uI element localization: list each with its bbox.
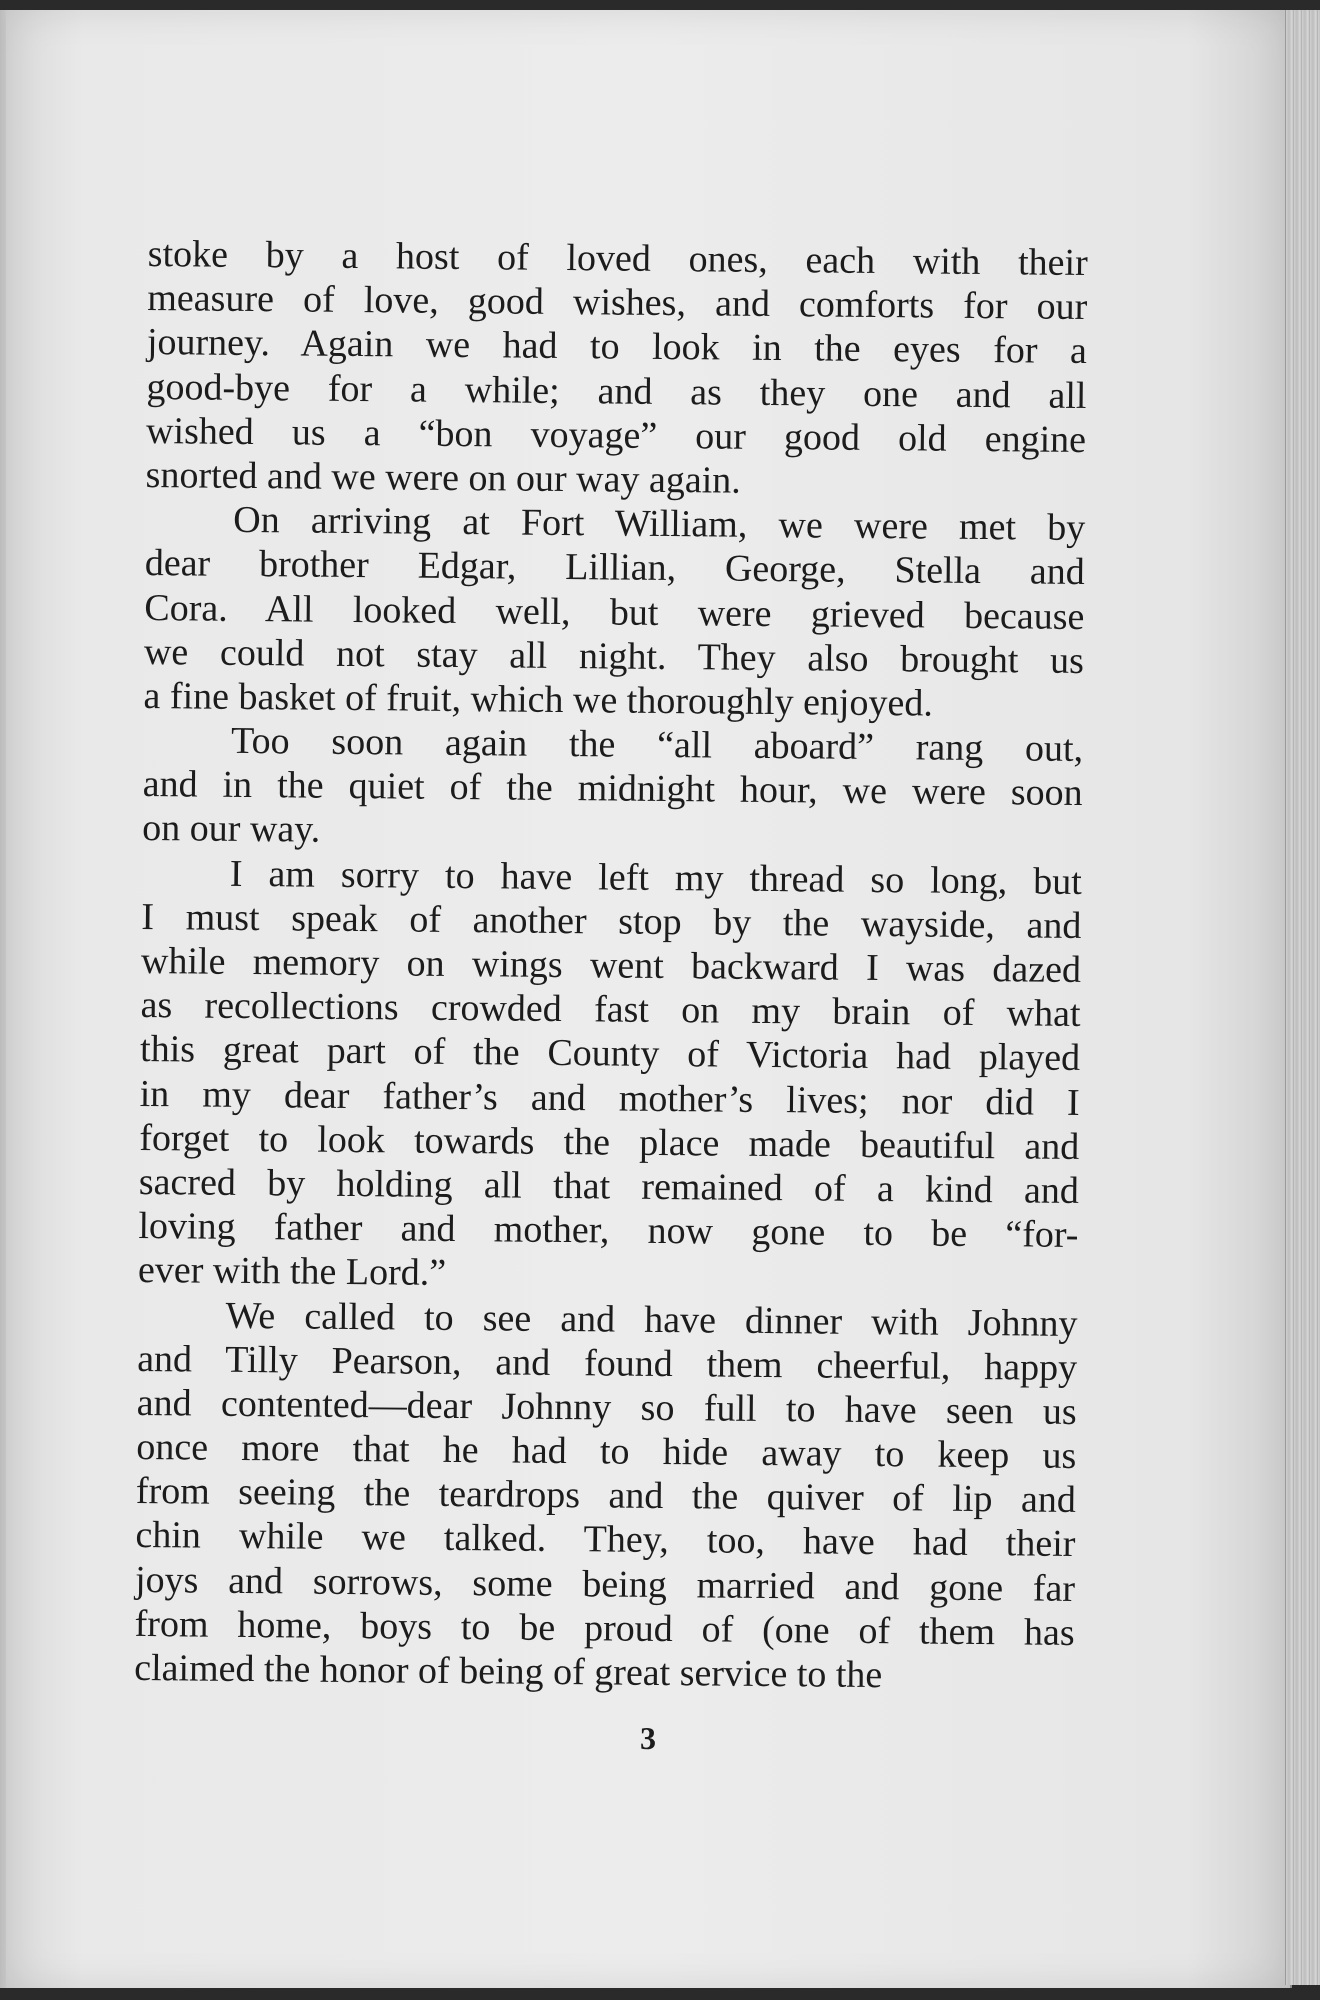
text-line: journey. Again we had to look in the eyes for a xyxy=(146,321,1088,373)
text-line: this great part of the County of Victoria had played xyxy=(139,1028,1081,1080)
text-line: I must speak of another stop by the wayside, and xyxy=(141,895,1082,947)
text-line: in my dear father’s and mother’s lives; nor did I xyxy=(139,1072,1080,1124)
body-text xyxy=(134,232,1088,1699)
text-line: claimed the honor of being of great service to the xyxy=(134,1646,883,1697)
page-edges xyxy=(1285,10,1320,1985)
paragraph xyxy=(145,232,1088,506)
paragraph xyxy=(134,1292,1078,1699)
text-line: wished us a “bon voyage” our good old engine xyxy=(145,409,1087,461)
text-line: ever with the Lord.” xyxy=(137,1249,447,1295)
text-line: sacred by holding all that remained of a kind and xyxy=(138,1160,1080,1212)
text-line: I am sorry to have left my thread so long, but xyxy=(229,852,1083,903)
text-line: we could not stay all night. They also brought us xyxy=(143,630,1085,682)
text-line: and contented—dear Johnny so full to have seen us xyxy=(136,1381,1077,1433)
text-line: forget to look towards the place made beautiful and xyxy=(139,1116,1080,1168)
text-line: once more that he had to hide away to keep us xyxy=(136,1426,1077,1478)
text-line: joys and sorrows, some being married and gone far xyxy=(134,1558,1076,1610)
text-line: stoke by a host of loved ones, each with their xyxy=(147,232,1088,285)
page-number: 3 xyxy=(640,1720,656,1756)
text-line: Too soon again the “all aboard” rang out, xyxy=(230,719,1084,771)
text-line: from seeing the teardrops and the quiver of lip and xyxy=(135,1470,1077,1522)
text-line: Cora. All looked well, but were grieved because xyxy=(144,586,1085,638)
text-line: chin while we talked. They, too, have had their xyxy=(135,1514,1076,1566)
text-line: loving father and mother, now gone to be “for- xyxy=(138,1205,1079,1257)
text-line: on our way. xyxy=(142,807,321,852)
text-line: good-bye for a while; and as they one and all xyxy=(146,365,1087,417)
text-line: We called to see and have dinner with Johnny xyxy=(225,1294,1078,1345)
text-line: dear brother Edgar, Lillian, George, Stella and xyxy=(144,542,1085,594)
text-line: snorted and we were on our way again. xyxy=(145,453,741,502)
text-line: and Tilly Pearson, and found them cheerful, happy xyxy=(136,1337,1078,1389)
paragraph xyxy=(143,497,1085,727)
text-line: a fine basket of fruit, which we thoroughly enjoyed. xyxy=(143,674,934,725)
text-line: and in the quiet of the midnight hour, we were soon xyxy=(142,763,1083,815)
text-line: On arriving at Fort William, we were met by xyxy=(233,498,1086,550)
paragraph xyxy=(142,718,1083,860)
paragraph xyxy=(138,851,1082,1302)
text-line: from home, boys to be proud of (one of them has xyxy=(134,1602,1075,1654)
text-line: as recollections crowded fast on my brain of what xyxy=(140,984,1081,1036)
text-line: measure of love, good wishes, and comforts for our xyxy=(147,277,1088,329)
text-line: while memory on wings went backward I was dazed xyxy=(140,939,1082,991)
